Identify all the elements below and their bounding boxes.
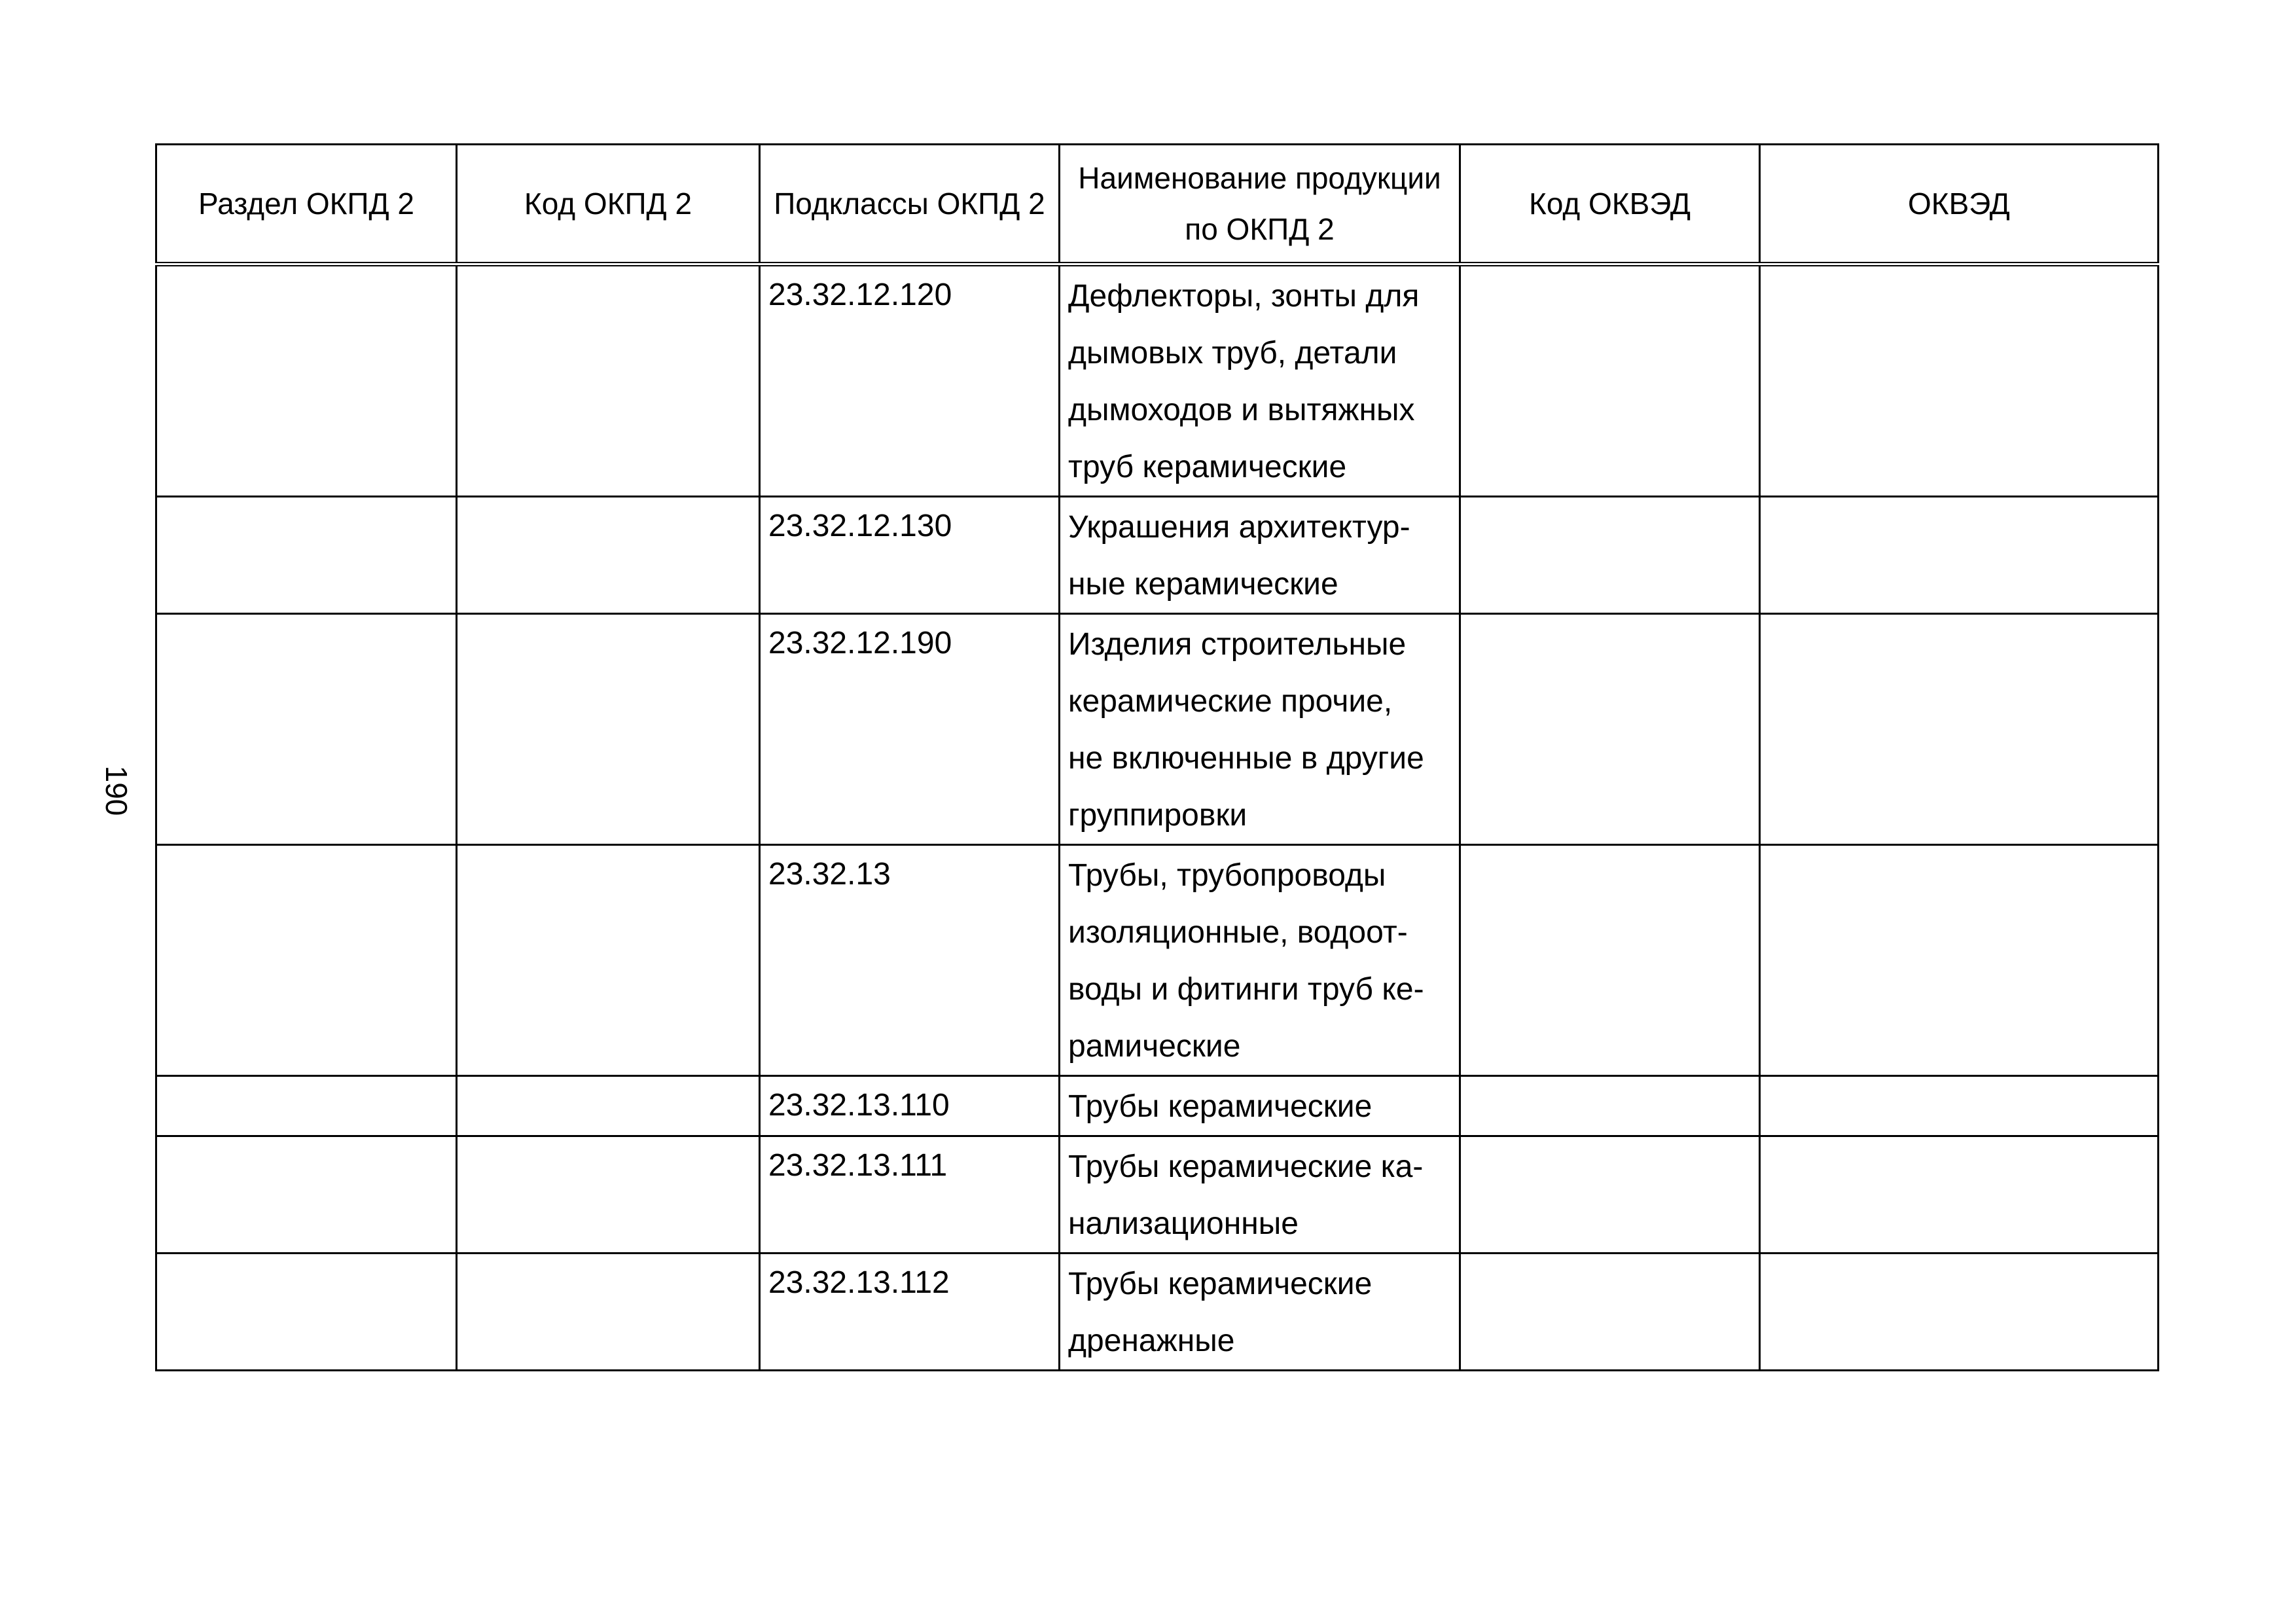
cell-section: [156, 497, 457, 614]
cell-section: [156, 1076, 457, 1136]
product-name-line: труб керамические: [1068, 450, 1347, 484]
table-header: [156, 145, 2159, 264]
product-name-line: Трубы керамические: [1068, 1089, 1372, 1124]
product-name-line: группировки: [1068, 798, 1247, 833]
cell-okved: [1760, 1136, 2159, 1254]
cell-okved: [1760, 614, 2159, 845]
cell-okved-code: [1460, 497, 1760, 614]
cell-subclass: 23.32.13.110: [760, 1076, 1060, 1136]
cell-product-name: [1060, 264, 1460, 497]
okpd-okved-table: [155, 143, 2159, 1371]
header-line: Код ОКПД 2: [524, 187, 692, 221]
cell-product-name: [1060, 1254, 1460, 1371]
cell-okved: [1760, 845, 2159, 1076]
table-row: [156, 1076, 2159, 1136]
cell-okpd-code: [457, 1254, 760, 1371]
cell-okved: [1760, 264, 2159, 497]
product-name-line: дымовых труб, детали: [1068, 336, 1397, 370]
cell-okved: [1760, 497, 2159, 614]
cell-okved: [1760, 1254, 2159, 1371]
product-name-line: изоляционные, водоот-: [1068, 915, 1408, 950]
cell-section: [156, 264, 457, 497]
cell-product-name: [1060, 1076, 1460, 1136]
product-name-line: дымоходов и вытяжных: [1068, 393, 1415, 427]
cell-product-name: [1060, 1136, 1460, 1254]
header-okved: [1760, 145, 2159, 264]
cell-subclass: 23.32.12.120: [760, 264, 1060, 497]
header-line: Наименование продукции: [1078, 161, 1441, 195]
product-name-line: нализационные: [1068, 1206, 1299, 1241]
product-name-line: дренажные: [1068, 1324, 1235, 1358]
cell-section: [156, 845, 457, 1076]
cell-subclass: 23.32.13.112: [760, 1254, 1060, 1371]
header-subclasses: [760, 145, 1060, 264]
cell-okpd-code: [457, 264, 760, 497]
table-row: [156, 497, 2159, 614]
page-number: 190: [99, 765, 134, 816]
product-name-line: не включенные в другие: [1068, 741, 1424, 776]
header-section: [156, 145, 457, 264]
product-name-line: Украшения архитектур-: [1068, 510, 1410, 545]
cell-okved-code: [1460, 264, 1760, 497]
cell-section: [156, 1254, 457, 1371]
product-name-line: керамические прочие,: [1068, 684, 1393, 719]
cell-subclass: 23.32.13: [760, 845, 1060, 1076]
cell-okved-code: [1460, 1076, 1760, 1136]
cell-section: [156, 614, 457, 845]
cell-okved-code: [1460, 1136, 1760, 1254]
cell-okved-code: [1460, 614, 1760, 845]
cell-subclass: 23.32.12.190: [760, 614, 1060, 845]
header-line: Код ОКВЭД: [1529, 187, 1691, 221]
header-okved-code: [1460, 145, 1760, 264]
cell-product-name: [1060, 845, 1460, 1076]
table-row: [156, 264, 2159, 497]
product-name-line: воды и фитинги труб ке-: [1068, 972, 1424, 1007]
product-name-line: рамические: [1068, 1029, 1241, 1064]
cell-okpd-code: [457, 614, 760, 845]
product-name-line: ные керамические: [1068, 567, 1338, 602]
cell-product-name: [1060, 614, 1460, 845]
header-line: Раздел ОКПД 2: [198, 187, 414, 221]
table-row: [156, 614, 2159, 845]
header-line: по ОКПД 2: [1185, 212, 1335, 246]
cell-product-name: [1060, 497, 1460, 614]
product-name-line: Трубы, трубопроводы: [1068, 858, 1386, 893]
cell-section: [156, 1136, 457, 1254]
cell-okved: [1760, 1076, 2159, 1136]
cell-okpd-code: [457, 1076, 760, 1136]
header-line: ОКВЭД: [1908, 187, 2010, 221]
header-okpd-code: [457, 145, 760, 264]
header-line: Подклассы ОКПД 2: [774, 187, 1045, 221]
table-row: [156, 1254, 2159, 1371]
product-name-line: Изделия строительные: [1068, 627, 1407, 662]
product-name-line: Дефлекторы, зонты для: [1068, 279, 1420, 314]
cell-subclass: 23.32.12.130: [760, 497, 1060, 614]
header-product-name: [1060, 145, 1460, 264]
cell-okved-code: [1460, 1254, 1760, 1371]
cell-okpd-code: [457, 1136, 760, 1254]
table-row: [156, 1136, 2159, 1254]
product-name-line: Трубы керамические ка-: [1068, 1149, 1424, 1184]
table-row: [156, 845, 2159, 1076]
cell-subclass: 23.32.13.111: [760, 1136, 1060, 1254]
header-row: [156, 145, 2159, 264]
cell-okpd-code: [457, 497, 760, 614]
product-name-line: Трубы керамические: [1068, 1267, 1372, 1301]
cell-okved-code: [1460, 845, 1760, 1076]
cell-okpd-code: [457, 845, 760, 1076]
table-body: [156, 264, 2159, 1371]
